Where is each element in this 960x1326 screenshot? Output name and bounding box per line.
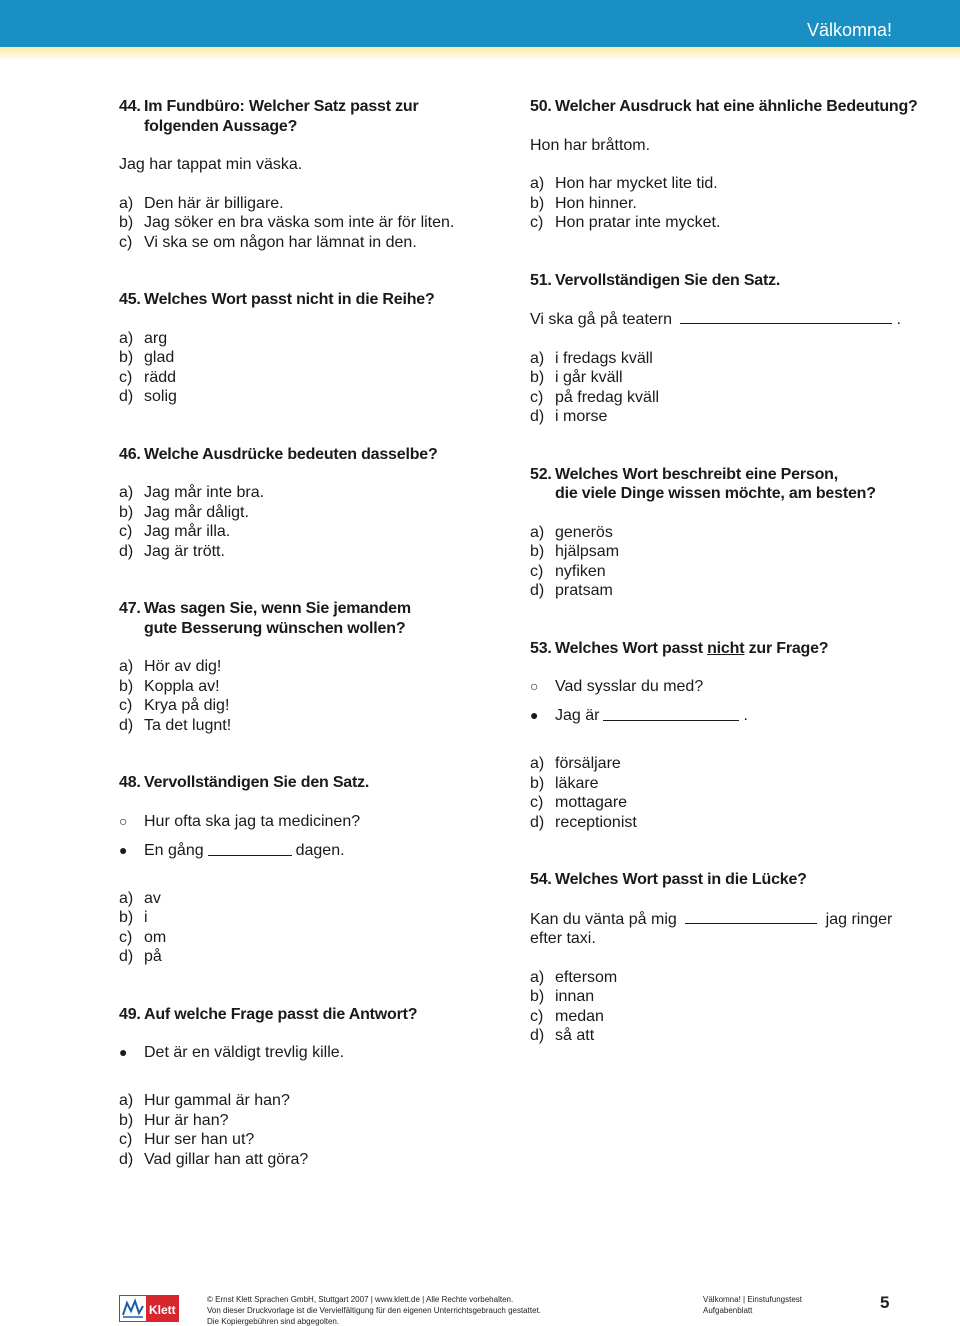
open-circle-icon: ○ bbox=[530, 678, 539, 694]
question-48 bbox=[119, 773, 519, 967]
question-46 bbox=[119, 445, 519, 562]
dialog-line: ● Jag är . bbox=[530, 707, 748, 724]
option-d[interactable]: d) Jag är trött. bbox=[119, 542, 225, 560]
answer-blank[interactable] bbox=[680, 309, 892, 324]
filled-circle-icon: ● bbox=[530, 707, 539, 723]
dialog bbox=[119, 1043, 519, 1072]
answer-blank[interactable] bbox=[208, 841, 292, 856]
option-b[interactable]: b) glad bbox=[119, 349, 175, 366]
filled-circle-icon: ● bbox=[119, 1044, 128, 1060]
option-b[interactable]: b) innan bbox=[530, 988, 595, 1005]
option-list bbox=[530, 968, 930, 1046]
question-title: 51. Vervollständigen Sie den Satz. bbox=[530, 271, 781, 289]
question-title: 46. Welche Ausdrücke bedeuten dasselbe? bbox=[119, 445, 438, 463]
footer-copyright: © Ernst Klett Sprachen GmbH, Stuttgart 2007 | www.klett.de | Alle Rechte vorbehalten. Von dieser Druckvorlage ist die Vervielfältigung für den eigenen Unterrichtsgebrauch gestattet. Die Kopiergebühren sind abgegolten. bbox=[207, 1295, 541, 1326]
option-list bbox=[119, 1091, 519, 1169]
left-column bbox=[119, 97, 519, 1207]
dialog-line: ○ Hur ofta ska jag ta medicinen? bbox=[119, 812, 361, 830]
option-a[interactable]: a) Hur gammal är han? bbox=[119, 1092, 290, 1109]
question-title: 48. Vervollständigen Sie den Satz. bbox=[119, 774, 370, 791]
question-title: 44. Im Fundbüro: Welcher Satz passt zur folgenden Aussage? bbox=[119, 98, 419, 135]
question-prompt: Vi ska gå på teatern . bbox=[530, 311, 901, 328]
klett-logo bbox=[119, 1295, 179, 1322]
question-54 bbox=[530, 870, 930, 1046]
klett-logo-icon bbox=[119, 1295, 179, 1322]
question-prompt: Jag har tappat min väska. bbox=[119, 156, 303, 173]
option-c[interactable]: c) Jag mår illa. bbox=[119, 523, 231, 540]
question-title: 50. Welcher Ausdruck hat eine ähnliche Bedeutung? bbox=[530, 98, 918, 115]
answer-blank[interactable] bbox=[685, 909, 817, 924]
question-title: 45. Welches Wort passt nicht in die Reihe? bbox=[119, 291, 435, 308]
dialog-line: ● En gång dagen. bbox=[119, 841, 345, 859]
option-d[interactable]: d) så att bbox=[530, 1027, 595, 1044]
option-b[interactable]: b) hjälpsam bbox=[530, 543, 620, 560]
option-b[interactable]: b) i bbox=[119, 909, 148, 926]
dialog bbox=[530, 677, 930, 735]
option-list bbox=[119, 194, 519, 253]
option-list bbox=[530, 349, 930, 427]
option-b[interactable]: b) Jag mår dåligt. bbox=[119, 503, 249, 521]
option-c[interactable]: c) rädd bbox=[119, 368, 177, 386]
option-a[interactable]: a) eftersom bbox=[530, 968, 618, 986]
option-list bbox=[530, 523, 930, 601]
option-d[interactable]: d) receptionist bbox=[530, 813, 637, 831]
question-title: 54. Welches Wort passt in die Lücke? bbox=[530, 871, 807, 888]
option-c[interactable]: c) mottagare bbox=[530, 794, 628, 811]
question-prompt: Kan du vänta på mig jag ringer efter taxi. bbox=[530, 910, 893, 947]
filled-circle-icon: ● bbox=[119, 841, 128, 858]
option-a[interactable]: a) arg bbox=[119, 329, 168, 347]
question-52 bbox=[530, 465, 930, 601]
dialog bbox=[119, 812, 519, 870]
footer-book-info: Välkomna! | Einstufungstest Aufgabenblatt bbox=[703, 1295, 803, 1315]
option-c[interactable]: c) Hon pratar inte mycket. bbox=[530, 214, 721, 231]
question-53 bbox=[530, 639, 930, 833]
option-list bbox=[119, 889, 519, 967]
option-d[interactable]: d) på bbox=[119, 948, 162, 965]
option-c[interactable]: c) nyfiken bbox=[530, 562, 606, 580]
option-b[interactable]: b) i går kväll bbox=[530, 369, 623, 386]
option-d[interactable]: d) Vad gillar han att göra? bbox=[119, 1150, 309, 1168]
open-circle-icon: ○ bbox=[119, 812, 128, 829]
header-title: Välkomna! bbox=[806, 20, 892, 40]
option-c[interactable]: c) på fredag kväll bbox=[530, 388, 660, 406]
dialog-line: ● Det är en väldigt trevlig kille. bbox=[119, 1044, 345, 1061]
option-d[interactable]: d) solig bbox=[119, 388, 177, 405]
option-list bbox=[530, 174, 930, 233]
question-50 bbox=[530, 97, 930, 233]
question-49 bbox=[119, 1005, 519, 1170]
option-b[interactable]: b) läkare bbox=[530, 774, 599, 792]
option-a[interactable]: a) försäljare bbox=[530, 755, 621, 772]
option-c[interactable]: c) medan bbox=[530, 1007, 604, 1025]
option-c[interactable]: c) Hur ser han ut? bbox=[119, 1131, 255, 1148]
dialog-line: ○ Vad sysslar du med? bbox=[530, 678, 704, 695]
option-b[interactable]: b) Jag söker en bra väska som inte är för liten. bbox=[119, 214, 455, 231]
right-column bbox=[530, 97, 930, 1084]
option-a[interactable]: a) generös bbox=[530, 523, 613, 541]
option-list bbox=[119, 483, 519, 561]
question-44 bbox=[119, 97, 519, 252]
option-d[interactable]: d) Ta det lugnt! bbox=[119, 716, 232, 734]
footer bbox=[0, 1285, 960, 1326]
option-a[interactable]: a) Hon har mycket lite tid. bbox=[530, 175, 718, 192]
option-c[interactable]: c) Vi ska se om någon har lämnat in den. bbox=[119, 233, 417, 251]
question-title: 52. Welches Wort beschreibt eine Person, die viele Dinge wissen möchte, am besten? bbox=[530, 465, 876, 502]
question-51 bbox=[530, 271, 930, 427]
question-45 bbox=[119, 290, 519, 407]
option-b[interactable]: b) Hon hinner. bbox=[530, 194, 637, 212]
option-a[interactable]: a) Jag mår inte bra. bbox=[119, 484, 265, 501]
svg-text:Klett: Klett bbox=[149, 1303, 176, 1317]
option-list bbox=[530, 754, 930, 832]
option-a[interactable]: a) Den här är billigare. bbox=[119, 194, 284, 212]
option-d[interactable]: d) i morse bbox=[530, 408, 608, 425]
option-list bbox=[119, 657, 519, 735]
question-47 bbox=[119, 599, 519, 735]
page-number: 5 bbox=[880, 1293, 890, 1312]
question-title: 47. Was sagen Sie, wenn Sie jemandem gute Besserung wünschen wollen? bbox=[119, 600, 411, 637]
option-list bbox=[119, 329, 519, 407]
option-b[interactable]: b) Koppla av! bbox=[119, 677, 220, 695]
question-prompt: Hon har bråttom. bbox=[530, 136, 651, 154]
option-c[interactable]: c) Krya på dig! bbox=[119, 697, 230, 714]
option-a[interactable]: a) av bbox=[119, 889, 161, 907]
option-d[interactable]: d) pratsam bbox=[530, 582, 613, 599]
question-title: 49. Auf welche Frage passt die Antwort? bbox=[119, 1005, 418, 1023]
header-stripe bbox=[0, 47, 960, 61]
option-a[interactable]: a) Hör av dig! bbox=[119, 658, 222, 675]
question-title: 53. Welches Wort passt nicht zur Frage? bbox=[530, 639, 829, 657]
option-a[interactable]: a) i fredags kväll bbox=[530, 349, 653, 367]
option-c[interactable]: c) om bbox=[119, 928, 167, 946]
answer-blank[interactable] bbox=[603, 706, 739, 721]
option-b[interactable]: b) Hur är han? bbox=[119, 1111, 229, 1129]
